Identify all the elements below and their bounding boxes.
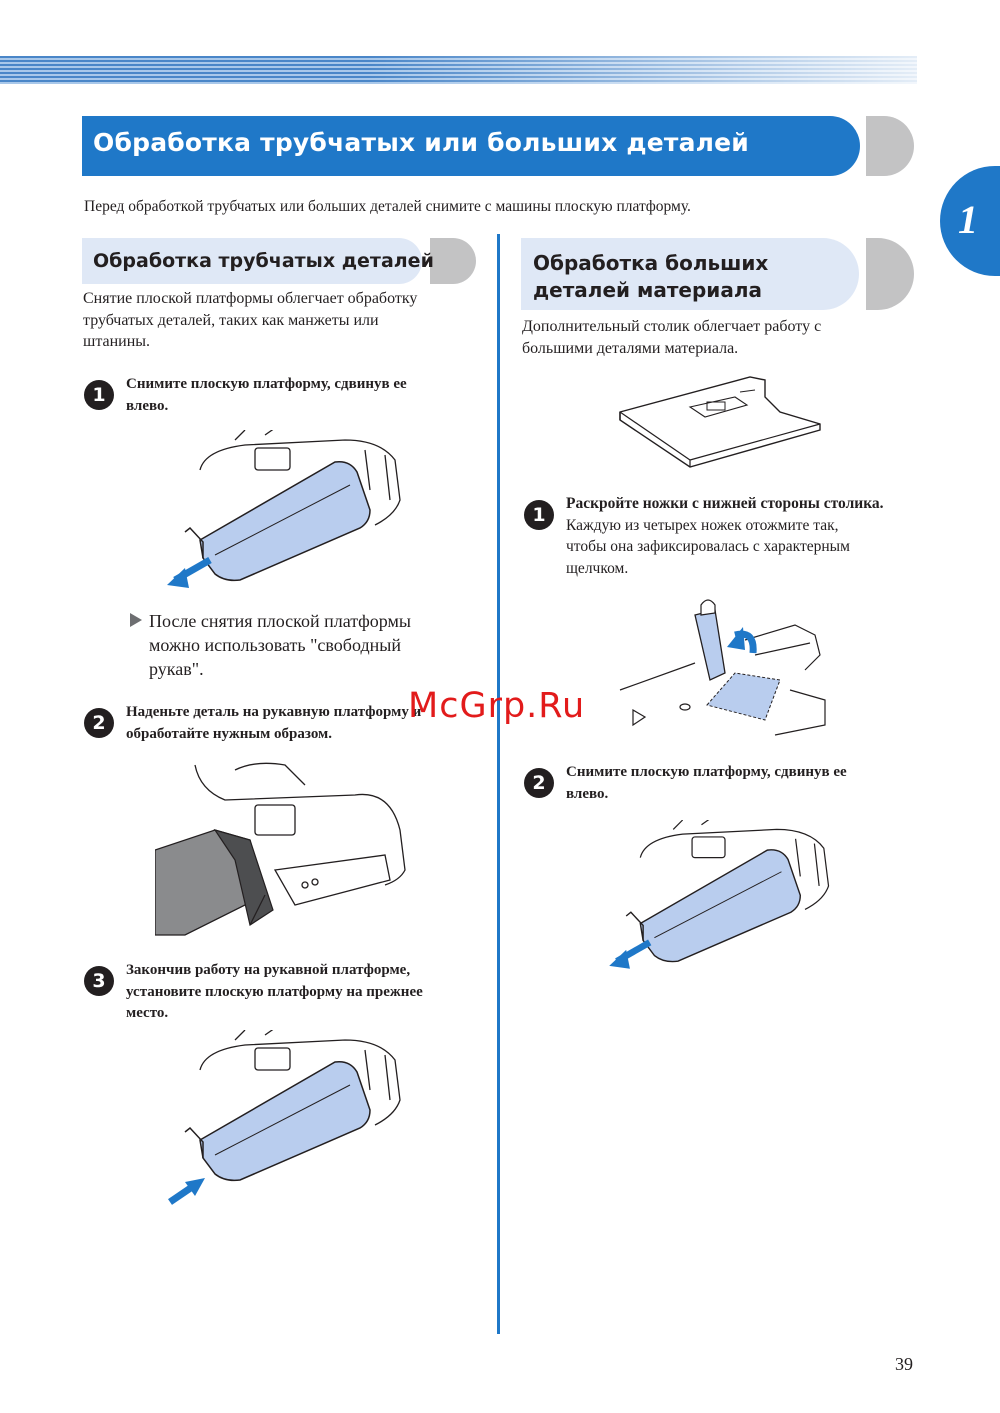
chapter-number: 1 bbox=[958, 197, 978, 242]
right-step-2-text: Снимите плоскую платформу, сдвинув ее влево. bbox=[566, 764, 847, 802]
right-section-intro: Дополнительный столик облегчает работу с большими деталями материала. bbox=[522, 318, 822, 357]
step-badge-1: 1 bbox=[84, 380, 114, 410]
remove-platform-illustration bbox=[165, 430, 415, 600]
step-badge-right-2: 2 bbox=[524, 768, 554, 798]
step-badge-2: 2 bbox=[84, 708, 114, 738]
column-divider bbox=[497, 234, 500, 1334]
left-step-3-text: Закончив работу на рукавной платформе, установите плоскую платформу на прежнее место. bbox=[126, 962, 423, 1021]
main-title: Обработка трубчатых или больших деталей bbox=[93, 128, 750, 157]
right-section-banner-cap bbox=[866, 238, 914, 310]
main-title-banner-cap bbox=[866, 116, 914, 176]
step-badge-right-1: 1 bbox=[524, 500, 554, 530]
left-section-intro: Снятие плоской платформы облегчает обработку трубчатых деталей, таких как манжеты или штанины. bbox=[83, 290, 418, 350]
main-intro: Перед обработкой трубчатых или больших деталей снимите с машины плоскую платформу. bbox=[84, 198, 691, 215]
sleeve-platform-illustration bbox=[155, 760, 410, 940]
result-arrow-icon bbox=[128, 612, 144, 628]
table-leg-illustration bbox=[615, 595, 830, 740]
left-step-2-text: Наденьте деталь на рукавную платформу и обработайте нужным образом. bbox=[126, 704, 422, 742]
extension-table-illustration bbox=[615, 372, 825, 472]
step-badge-3: 3 bbox=[84, 966, 114, 996]
page-number: 39 bbox=[895, 1354, 913, 1374]
right-section-title: Обработка больших деталей материала bbox=[533, 251, 769, 302]
left-section-title: Обработка трубчатых деталей bbox=[93, 250, 434, 272]
left-step-1-result: После снятия плоской платформы можно использовать "свободный рукав". bbox=[149, 611, 411, 679]
install-platform-illustration bbox=[165, 1030, 415, 1210]
right-step-1-text: Раскройте ножки с нижней стороны столика. Каждую из четырех ножек отожмите так, чтобы она зафиксировалась с характерным щелчком. bbox=[566, 495, 884, 577]
remove-platform-illustration-right bbox=[605, 820, 845, 980]
watermark: McGrp.Ru bbox=[408, 686, 586, 726]
top-decorative-band bbox=[0, 56, 917, 84]
left-step-1-text: Снимите плоскую платформу, сдвинув ее влево. bbox=[126, 376, 407, 414]
left-section-banner-cap bbox=[430, 238, 476, 284]
